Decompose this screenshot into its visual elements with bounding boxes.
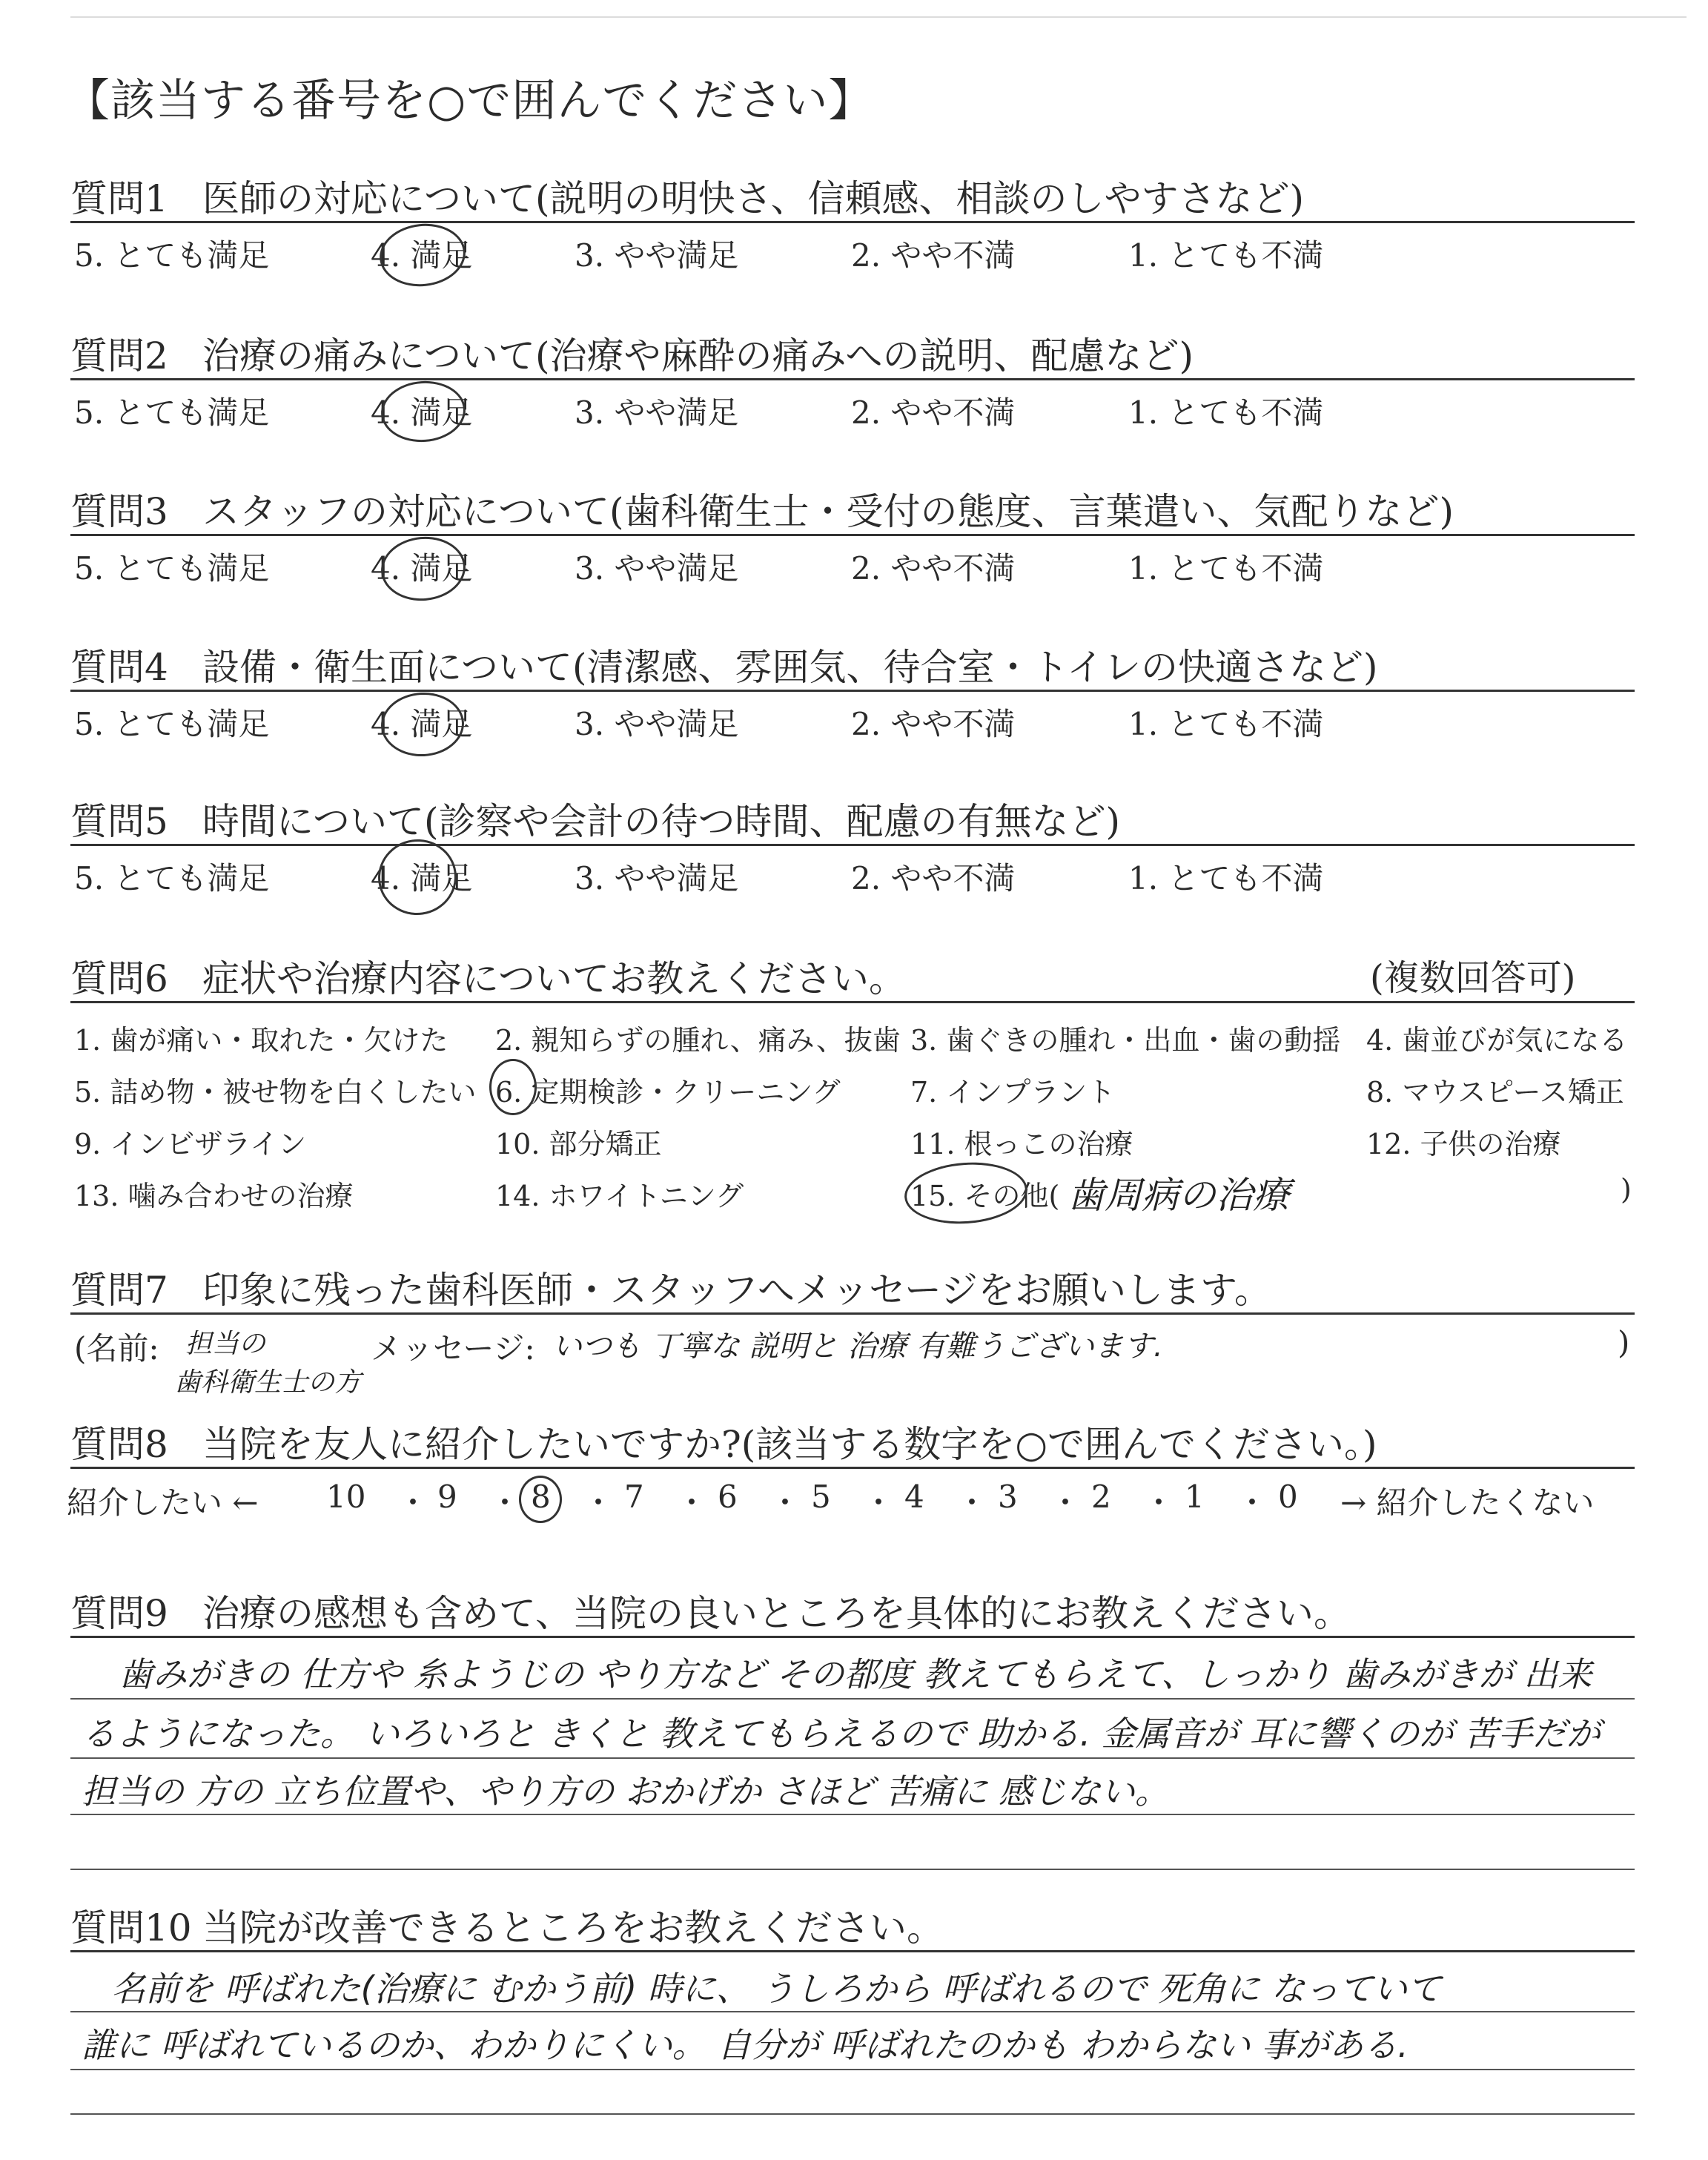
divider bbox=[70, 1467, 1635, 1469]
q8-separator: ・ bbox=[397, 1484, 429, 1521]
q2-option-5[interactable]: 5. とても満足 bbox=[74, 394, 270, 431]
top-border bbox=[70, 16, 1687, 18]
question-8-header bbox=[70, 1415, 1377, 1468]
q8-scale-8[interactable]: 8 bbox=[531, 1479, 551, 1515]
q8-scale-10[interactable]: 10 bbox=[326, 1479, 366, 1515]
question-text: 印象に残った歯科医師・スタッフへメッセージをお願いします。 bbox=[202, 1269, 1271, 1312]
question-3-header bbox=[70, 482, 1454, 535]
q8-separator: ・ bbox=[1050, 1484, 1082, 1521]
q8-right-label: → 紹介したくない bbox=[1340, 1484, 1595, 1521]
q8-scale-1[interactable]: 1 bbox=[1185, 1479, 1205, 1515]
q8-scale-2[interactable]: 2 bbox=[1091, 1479, 1111, 1515]
q3-option-3[interactable]: 3. やや満足 bbox=[575, 550, 739, 587]
q8-separator: ・ bbox=[583, 1484, 615, 1521]
q2-option-2[interactable]: 2. やや不満 bbox=[851, 394, 1016, 431]
q5-option-3[interactable]: 3. やや満足 bbox=[575, 860, 739, 896]
q8-scale-0[interactable]: 0 bbox=[1278, 1479, 1298, 1515]
question-text: 治療の感想も含めて、当院の良いところを具体的にお教えください。 bbox=[202, 1592, 1351, 1635]
question-9-header bbox=[70, 1584, 1351, 1637]
divider bbox=[70, 844, 1635, 846]
question-1-header bbox=[70, 169, 1304, 222]
q1-option-2[interactable]: 2. やや不満 bbox=[851, 237, 1016, 274]
divider bbox=[70, 690, 1635, 692]
q8-separator: ・ bbox=[489, 1484, 521, 1521]
question-text: 当院を友人に紹介したいですか?(該当する数字を○で囲んでください。) bbox=[202, 1423, 1377, 1466]
q6-option-10[interactable]: 10. 部分矯正 bbox=[495, 1128, 662, 1160]
answer-line bbox=[70, 1757, 1635, 1759]
q2-option-4[interactable]: 4. 満足 bbox=[371, 394, 473, 431]
question-2-header bbox=[70, 326, 1194, 380]
q7-name-line2: 歯科衛生士の方 bbox=[174, 1367, 362, 1398]
q5-option-1[interactable]: 1. とても不満 bbox=[1128, 860, 1324, 896]
q6-option-12[interactable]: 12. 子供の治療 bbox=[1366, 1128, 1561, 1160]
answer-line bbox=[70, 2113, 1635, 2115]
q9-answer-line-2: るようになった。 いろいろと きくと 教えてもらえるので 助かる. 金属音が 耳に響くのが 苦手だが bbox=[82, 1714, 1601, 1754]
question-4-header bbox=[70, 638, 1378, 691]
question-number: 質問4 bbox=[70, 646, 168, 689]
q8-scale-6[interactable]: 6 bbox=[718, 1479, 738, 1515]
q5-option-5[interactable]: 5. とても満足 bbox=[74, 860, 270, 896]
q5-option-2[interactable]: 2. やや不満 bbox=[851, 860, 1016, 896]
q6-option-2[interactable]: 2. 親知らずの腫れ、痛み、抜歯 bbox=[495, 1024, 901, 1057]
q1-selection-circle bbox=[377, 219, 469, 291]
q8-separator: ・ bbox=[1143, 1484, 1175, 1521]
question-text: 治療の痛みについて(治療や麻酔の痛みへの説明、配慮など) bbox=[202, 334, 1194, 377]
q8-selection-circle bbox=[519, 1476, 562, 1523]
q4-option-4[interactable]: 4. 満足 bbox=[371, 706, 473, 742]
question-number: 質問1 bbox=[70, 177, 168, 220]
q2-option-1[interactable]: 1. とても不満 bbox=[1128, 394, 1324, 431]
q3-option-1[interactable]: 1. とても不満 bbox=[1128, 550, 1324, 587]
divider bbox=[70, 1312, 1635, 1315]
q8-scale-9[interactable]: 9 bbox=[437, 1479, 457, 1515]
q9-answer-line-1: 歯みがきの 仕方や 糸ようじの やり方など その都度 教えてもらえて、しっかり 歯みがきが 出来 bbox=[119, 1654, 1592, 1694]
q6-option-13[interactable]: 13. 噛み合わせの治療 bbox=[74, 1180, 354, 1212]
question-5-header bbox=[70, 792, 1120, 845]
q5-option-4[interactable]: 4. 満足 bbox=[371, 860, 473, 896]
q8-separator: ・ bbox=[769, 1484, 801, 1521]
q1-option-3[interactable]: 3. やや満足 bbox=[575, 237, 739, 274]
q4-option-5[interactable]: 5. とても満足 bbox=[74, 706, 270, 742]
q10-answer-line-1: 名前を 呼ばれた(治療に むかう前) 時に、 うしろから 呼ばれるので 死角に なっていて bbox=[111, 1969, 1442, 2009]
q1-option-4[interactable]: 4. 満足 bbox=[371, 237, 473, 274]
question-number: 質問9 bbox=[70, 1592, 168, 1635]
q6-option-14[interactable]: 14. ホワイトニング bbox=[495, 1180, 744, 1212]
question-text: 当院が改善できるところをお教えください。 bbox=[202, 1906, 944, 1949]
q7-name-line1: 担当の bbox=[185, 1329, 266, 1359]
q4-option-2[interactable]: 2. やや不満 bbox=[851, 706, 1016, 742]
question-number: 質問8 bbox=[70, 1423, 168, 1466]
question-number: 質問10 bbox=[70, 1906, 192, 1949]
q3-option-2[interactable]: 2. やや不満 bbox=[851, 550, 1016, 587]
question-text: 時間について(診察や会計の待つ時間、配慮の有無など) bbox=[202, 800, 1121, 843]
q7-message-handwritten: いつも 丁寧な 説明と 治療 有難うございます. bbox=[552, 1330, 1163, 1364]
q9-answer-line-3: 担当の 方の 立ち位置や、やり方の おかげか さほど 苦痛に 感じない。 bbox=[82, 1771, 1169, 1811]
page-title: 【該当する番号を○で囲んでください】 bbox=[65, 75, 874, 127]
divider bbox=[70, 1001, 1635, 1003]
q6-option-3[interactable]: 3. 歯ぐきの腫れ・出血・歯の動揺 bbox=[910, 1024, 1341, 1057]
q10-answer-line-2: 誰に 呼ばれているのか、わかりにくい。 自分が 呼ばれたのかも わからない 事がある. bbox=[82, 2025, 1409, 2065]
divider bbox=[70, 221, 1635, 223]
multiple-answer-note: (複数回答可) bbox=[1370, 957, 1576, 999]
question-text: 設備・衛生面について(清潔感、雰囲気、待合室・トイレの快適さなど) bbox=[202, 646, 1378, 689]
answer-line bbox=[70, 1814, 1635, 1815]
q8-separator: ・ bbox=[956, 1484, 988, 1521]
q6-option-4[interactable]: 4. 歯並びが気になる bbox=[1366, 1024, 1628, 1057]
q6-other-handwritten: 歯周病の治療 bbox=[1068, 1174, 1290, 1217]
divider bbox=[70, 534, 1635, 536]
q4-option-3[interactable]: 3. やや満足 bbox=[575, 706, 739, 742]
q8-separator: ・ bbox=[863, 1484, 895, 1521]
q8-left-label: 紹介したい ← bbox=[67, 1484, 259, 1521]
q6-other-close-paren: ) bbox=[1621, 1173, 1632, 1206]
q6-option-15[interactable]: 15. その他( bbox=[910, 1180, 1060, 1212]
divider bbox=[70, 1950, 1635, 1952]
q3-option-5[interactable]: 5. とても満足 bbox=[74, 550, 270, 587]
q1-option-5[interactable]: 5. とても満足 bbox=[74, 237, 270, 274]
divider bbox=[70, 1636, 1635, 1638]
question-10-header bbox=[70, 1898, 944, 1952]
q6-option-6[interactable]: 6. 定期検診・クリーニング bbox=[495, 1076, 841, 1109]
question-text: 症状や治療内容についてお教えください。 bbox=[202, 957, 906, 1000]
q6-selection-circle-15 bbox=[902, 1158, 1029, 1227]
question-number: 質問6 bbox=[70, 957, 168, 1000]
q6-option-9[interactable]: 9. インビザライン bbox=[74, 1128, 307, 1160]
q8-separator: ・ bbox=[676, 1484, 708, 1521]
answer-line bbox=[70, 2069, 1635, 2070]
q6-option-11[interactable]: 11. 根っこの治療 bbox=[910, 1128, 1133, 1160]
q2-option-3[interactable]: 3. やや満足 bbox=[575, 394, 739, 431]
q1-option-1[interactable]: 1. とても不満 bbox=[1128, 237, 1324, 274]
divider bbox=[70, 378, 1635, 380]
question-number: 質問3 bbox=[70, 490, 168, 533]
q6-option-5[interactable]: 5. 詰め物・被せ物を白くしたい bbox=[74, 1076, 477, 1109]
question-7-header bbox=[70, 1261, 1271, 1314]
question-number: 質問5 bbox=[70, 800, 168, 843]
q6-selection-circle-6 bbox=[489, 1059, 537, 1115]
q7-name-label: (名前: bbox=[74, 1330, 159, 1367]
q7-message-label: メッセージ: bbox=[371, 1330, 535, 1367]
q8-scale-7[interactable]: 7 bbox=[624, 1479, 644, 1515]
q8-scale-5[interactable]: 5 bbox=[811, 1479, 831, 1515]
answer-line bbox=[70, 2011, 1635, 2012]
q4-option-1[interactable]: 1. とても不満 bbox=[1128, 706, 1324, 742]
q5-selection-circle bbox=[373, 834, 461, 920]
q6-option-7[interactable]: 7. インプラント bbox=[910, 1076, 1116, 1109]
q8-separator: ・ bbox=[1237, 1484, 1268, 1521]
q3-option-4[interactable]: 4. 満足 bbox=[371, 550, 473, 587]
question-text: 医師の対応について(説明の明快さ、信頼感、相談のしやすさなど) bbox=[202, 177, 1305, 220]
question-number: 質問7 bbox=[70, 1269, 168, 1312]
question-number: 質問2 bbox=[70, 334, 168, 377]
q7-close-paren: ) bbox=[1618, 1324, 1630, 1361]
q8-scale-4[interactable]: 4 bbox=[904, 1479, 924, 1515]
q6-option-1[interactable]: 1. 歯が痛い・取れた・欠けた bbox=[74, 1024, 448, 1057]
q8-scale-3[interactable]: 3 bbox=[998, 1479, 1018, 1515]
answer-line bbox=[70, 1869, 1635, 1870]
answer-line bbox=[70, 1698, 1635, 1700]
question-text: スタッフの対応について(歯科衛生士・受付の態度、言葉遣い、気配りなど) bbox=[202, 490, 1454, 533]
question-6-header bbox=[70, 949, 906, 1003]
q6-option-8[interactable]: 8. マウスピース矯正 bbox=[1366, 1076, 1624, 1109]
